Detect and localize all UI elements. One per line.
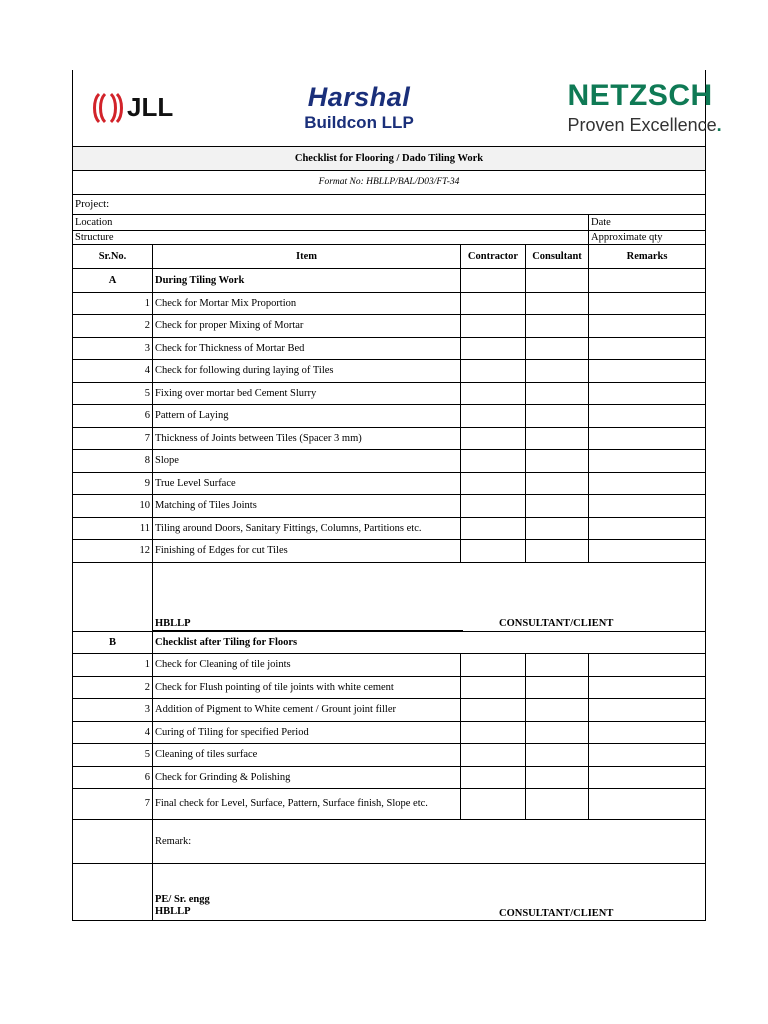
item-number: 7	[73, 788, 153, 819]
item-number: 4	[73, 359, 153, 382]
table-row	[73, 517, 706, 539]
table-row	[73, 449, 706, 472]
item-text: Check for Grinding & Polishing	[153, 766, 461, 788]
contractor-cell[interactable]	[461, 517, 526, 539]
remarks-cell[interactable]	[589, 449, 706, 472]
item-text: Thickness of Joints between Tiles (Spacer 3 mm)	[153, 427, 461, 449]
table-row	[73, 766, 706, 788]
signature-hbllp: HBLLP	[153, 618, 463, 631]
contractor-cell[interactable]	[461, 359, 526, 382]
remarks-cell[interactable]	[589, 314, 706, 337]
page-title: Checklist for Flooring / Dado Tiling Work	[73, 146, 706, 170]
netzsch-logo-name: NETZSCH	[567, 79, 713, 113]
consultant-cell[interactable]	[526, 494, 589, 517]
logo-row	[73, 70, 706, 146]
col-srno: Sr.No.	[73, 244, 153, 268]
harshal-logo-line1: Harshal	[307, 82, 411, 113]
table-row	[73, 337, 706, 359]
consultant-cell[interactable]	[526, 766, 589, 788]
contractor-cell[interactable]	[461, 449, 526, 472]
remarks-cell[interactable]	[589, 653, 706, 676]
table-row	[73, 292, 706, 314]
table-row	[73, 539, 706, 562]
format-number: Format No: HBLLP/BAL/D03/FT-34	[73, 170, 706, 194]
item-number: 11	[73, 517, 153, 539]
netzsch-logo-tagline: Proven Excellence.	[567, 115, 722, 136]
table-row	[73, 653, 706, 676]
item-text: Check for Mortar Mix Proportion	[153, 292, 461, 314]
table-row	[73, 404, 706, 427]
item-number: 5	[73, 382, 153, 404]
table-row	[73, 676, 706, 698]
remark-row	[73, 819, 706, 863]
consultant-cell[interactable]	[526, 382, 589, 404]
item-number: 4	[73, 721, 153, 743]
jll-logo-text: JLL	[127, 92, 174, 123]
table-row	[73, 743, 706, 766]
section-a-signature-row	[73, 562, 706, 631]
contractor-cell[interactable]	[461, 743, 526, 766]
consultant-cell[interactable]	[526, 698, 589, 721]
contractor-cell[interactable]	[461, 676, 526, 698]
item-text: Check for following during laying of Tiles	[153, 359, 461, 382]
item-number: 6	[73, 766, 153, 788]
item-number: 3	[73, 698, 153, 721]
item-text: Addition of Pigment to White cement / Grount joint filler	[153, 698, 461, 721]
item-number: 1	[73, 653, 153, 676]
consultant-cell[interactable]	[526, 292, 589, 314]
netzsch-logo	[528, 79, 722, 136]
col-item: Item	[153, 244, 461, 268]
consultant-cell[interactable]	[526, 427, 589, 449]
remarks-cell[interactable]	[589, 698, 706, 721]
contractor-cell[interactable]	[461, 494, 526, 517]
column-header-row	[73, 244, 706, 268]
contractor-cell[interactable]	[461, 788, 526, 819]
remarks-cell[interactable]	[589, 292, 706, 314]
item-text: Pattern of Laying	[153, 404, 461, 427]
item-text: Slope	[153, 449, 461, 472]
contractor-cell[interactable]	[461, 404, 526, 427]
section-b-title: Checklist after Tiling for Floors	[153, 631, 706, 653]
item-number: 2	[73, 676, 153, 698]
remarks-cell[interactable]	[589, 788, 706, 819]
item-number: 10	[73, 494, 153, 517]
col-remarks: Remarks	[589, 244, 706, 268]
contractor-cell[interactable]	[461, 698, 526, 721]
harshal-logo-line2: Buildcon LLP	[304, 113, 414, 133]
contractor-cell[interactable]	[461, 382, 526, 404]
signature-consultant-client: CONSULTANT/CLIENT	[499, 617, 614, 629]
table-row	[73, 427, 706, 449]
contractor-cell[interactable]	[461, 539, 526, 562]
contractor-cell[interactable]	[461, 653, 526, 676]
item-text: Check for Flush pointing of tile joints with white cement	[153, 676, 461, 698]
consultant-cell[interactable]	[526, 653, 589, 676]
remarks-cell[interactable]	[589, 472, 706, 494]
checklist-table	[72, 70, 722, 921]
item-text: Fixing over mortar bed Cement Slurry	[153, 382, 461, 404]
col-consultant: Consultant	[526, 244, 589, 268]
table-row	[73, 494, 706, 517]
item-number: 2	[73, 314, 153, 337]
signature-pe-sr-engg: PE/ Sr. engg	[155, 894, 210, 906]
contractor-cell[interactable]	[461, 766, 526, 788]
item-number: 5	[73, 743, 153, 766]
item-text: True Level Surface	[153, 472, 461, 494]
item-number: 9	[73, 472, 153, 494]
remarks-cell[interactable]	[589, 743, 706, 766]
section-b-letter: B	[73, 631, 153, 653]
section-a-letter: A	[73, 268, 153, 292]
signature-consultant-client: CONSULTANT/CLIENT	[499, 907, 614, 919]
remarks-cell[interactable]	[589, 404, 706, 427]
jll-logo	[75, 91, 174, 125]
remarks-cell[interactable]	[589, 517, 706, 539]
table-row	[73, 314, 706, 337]
consultant-cell[interactable]	[526, 721, 589, 743]
consultant-cell[interactable]	[526, 676, 589, 698]
consultant-cell[interactable]	[526, 359, 589, 382]
approx-qty-field[interactable]: Approximate qty	[589, 230, 706, 244]
table-row	[73, 382, 706, 404]
contractor-cell[interactable]	[461, 721, 526, 743]
remarks-cell[interactable]	[589, 337, 706, 359]
jll-mark-icon	[93, 91, 123, 125]
consultant-cell[interactable]	[526, 517, 589, 539]
section-b-signature-row	[73, 863, 706, 920]
contractor-cell[interactable]	[461, 337, 526, 359]
consultant-cell[interactable]	[526, 788, 589, 819]
item-number: 3	[73, 337, 153, 359]
item-number: 8	[73, 449, 153, 472]
item-number: 12	[73, 539, 153, 562]
signature-hbllp: HBLLP	[155, 906, 191, 918]
checklist-sheet	[72, 70, 722, 926]
item-text: Final check for Level, Surface, Pattern, Surface finish, Slope etc.	[153, 788, 461, 819]
remarks-cell[interactable]	[589, 676, 706, 698]
remark-field[interactable]: Remark:	[153, 819, 706, 863]
table-row	[73, 472, 706, 494]
section-a-header	[73, 268, 706, 292]
remarks-cell[interactable]	[589, 359, 706, 382]
date-field[interactable]: Date	[589, 214, 706, 230]
consultant-cell[interactable]	[526, 743, 589, 766]
contractor-cell[interactable]	[461, 472, 526, 494]
item-text: Curing of Tiling for specified Period	[153, 721, 461, 743]
consultant-cell[interactable]	[526, 314, 589, 337]
item-text: Tiling around Doors, Sanitary Fittings, Columns, Partitions etc.	[153, 517, 461, 539]
remarks-cell[interactable]	[589, 494, 706, 517]
remarks-cell[interactable]	[589, 382, 706, 404]
consultant-cell[interactable]	[526, 449, 589, 472]
harshal-logo	[195, 84, 524, 131]
contractor-cell[interactable]	[461, 314, 526, 337]
table-row	[73, 359, 706, 382]
col-contractor: Contractor	[461, 244, 526, 268]
item-text: Check for Cleaning of tile joints	[153, 653, 461, 676]
table-row	[73, 698, 706, 721]
section-a-items	[73, 292, 706, 562]
remarks-cell[interactable]	[589, 427, 706, 449]
table-row	[73, 788, 706, 819]
item-text: Matching of Tiles Joints	[153, 494, 461, 517]
contractor-cell[interactable]	[461, 292, 526, 314]
item-text: Finishing of Edges for cut Tiles	[153, 539, 461, 562]
section-b-header	[73, 631, 706, 653]
consultant-cell[interactable]	[526, 404, 589, 427]
consultant-cell[interactable]	[526, 472, 589, 494]
remarks-cell[interactable]	[589, 721, 706, 743]
consultant-cell[interactable]	[526, 539, 589, 562]
project-field[interactable]: Project:	[73, 194, 706, 214]
item-text: Cleaning of tiles surface	[153, 743, 461, 766]
item-number: 7	[73, 427, 153, 449]
remarks-cell[interactable]	[589, 766, 706, 788]
contractor-cell[interactable]	[461, 427, 526, 449]
item-number: 6	[73, 404, 153, 427]
item-text: Check for proper Mixing of Mortar	[153, 314, 461, 337]
remarks-cell[interactable]	[589, 539, 706, 562]
table-row	[73, 721, 706, 743]
consultant-cell[interactable]	[526, 337, 589, 359]
item-text: Check for Thickness of Mortar Bed	[153, 337, 461, 359]
item-number: 1	[73, 292, 153, 314]
structure-field[interactable]: Structure	[73, 230, 589, 244]
location-field[interactable]: Location	[73, 214, 589, 230]
section-a-title: During Tiling Work	[153, 268, 461, 292]
